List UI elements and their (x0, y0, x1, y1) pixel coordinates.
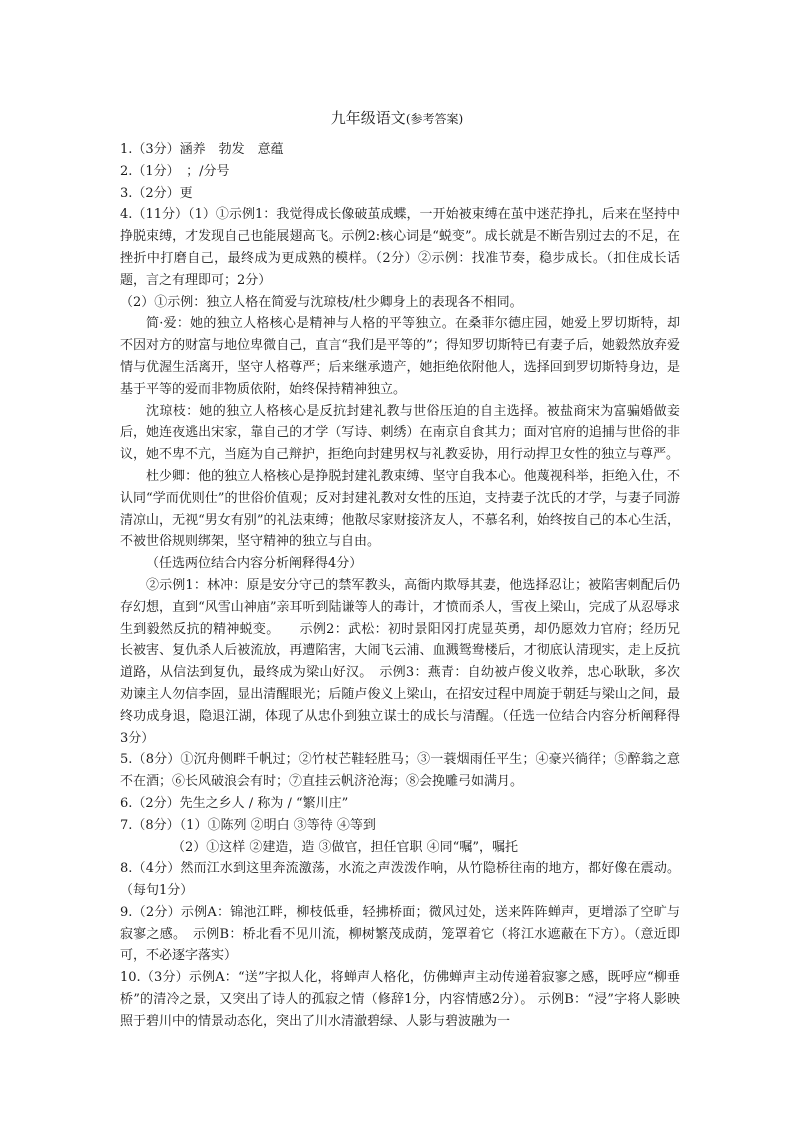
answer-paragraph: 6.（2分）先生之乡人 / 称为 / “繁川庄” (120, 795, 349, 811)
answer-paragraph: 1.（3分）涵养 勃发 意蕴 (120, 142, 284, 157)
answer-paragraph: 7.（8分）（1）①陈列 ②明白 ③等待 ④等到 (120, 817, 376, 833)
answer-paragraph: （2）①这样 ②建造，造 ③做官，担任官职 ④同“嘱”，嘱托 (172, 839, 518, 855)
answer-paragraph: （任选两位结合内容分析阐释得4分） (146, 556, 363, 572)
answer-paragraph: 8.（4分）然而江水到这里奔流激荡，水流之声泼泼作响，从竹隐桥往南的地方，都好像在震动。（每句1分） (120, 861, 680, 899)
answer-body (120, 139, 680, 1033)
title-subtitle: (参考答案) (405, 112, 464, 126)
answer-paragraph: ②示例1：林冲：原是安分守己的禁军教头，高衙内欺辱其妻，他选择忍让；被陷害刺配后仍存幻想，直到“风雪山神庙”亲耳听到陆谦等人的毒计，才愤而杀人，雪夜上梁山，完成了从忍辱求生到毅然反抗的精神蜕变。 示例2：武松：初时景阳冈打虎显英勇，却仍愿效力官府；经历兄长被害、复仇杀人后被流放，再遭陷害，大闹飞云浦、血溅鸳鸯楼后，才彻底认清现实，走上反抗道路，从信法到复仇，最终成为梁山好汉。 示例3：燕青：自幼被卢俊义收养，忠心耿耿，多次劝谏主人勿信李固，显出清醒眼光；后随卢俊义上梁山，在招安过程中周旋于朝廷与梁山之间，最终功成身退，隐退江湖，体现了从忠仆到独立谋士的成长与清醒。（任选一位结合内容分析阐释得3分） (120, 577, 680, 746)
answer-paragraph: （2）①示例：独立人格在简爱与沈琼枝/杜少卿身上的表现各不相同。 (120, 294, 523, 310)
answer-paragraph: 杜少卿：他的独立人格核心是挣脱封建礼教束缚、坚守自我本心。他蔑视科举，拒绝入仕，不认同“学而优则仕”的世俗价值观；反对封建礼教对女性的压迫，支持妻子沈氏的才学，与妻子同游清凉山，无视“男女有别”的礼法束缚；他散尽家财接济友人，不慕名利，始终按自己的本心生活，不被世俗规则绑架，坚守精神的独立与自由。 (120, 468, 680, 550)
answer-paragraph: 5.（8分）①沉舟侧畔千帆过；②竹杖芒鞋轻胜马；③一蓑烟雨任平生；④豪兴徜徉；⑤醉翁之意不在酒；⑥长风破浪会有时；⑦直挂云帆济沧海；⑧会挽雕弓如满月。 (120, 752, 680, 790)
answer-paragraph: 沈琼枝：她的独立人格核心是反抗封建礼教与世俗压迫的自主选择。被盐商宋为富骗婚做妾后，她连夜逃出宋家，靠自己的才学（写诗、刺绣）在南京自食其力；面对官府的追捕与世俗的非议，她不卑不亢，当庭为自己辩护，拒绝向封建男权与礼教妥协，用行动捍卫女性的独立与尊严。 (120, 403, 680, 463)
answer-paragraph: 3.（2分）更 (120, 185, 193, 201)
answer-paragraph: 2.（1分） ；/分号 (120, 163, 230, 179)
answer-paragraph: 9.（2分）示例A：锦池江畔，柳枝低垂，轻拂桥面；微风过处，送来阵阵蝉声，更增添了空旷与寂寥之感。 示例B：桥北看不见川流，柳树繁茂成荫，笼罩着它（将江水遮蔽在下方）。（意近即可，不必逐字落实） (120, 904, 680, 964)
answer-paragraph: 4.（11分）（1）①示例1：我觉得成长像破茧成蝶，一开始被束缚在茧中迷茫挣扎，后来在坚持中挣脱束缚，才发现自己也能展翅高飞。示例2:核心词是“蜕变”。成长就是不断告别过去的不足，在挫折中打磨自己，最终成为更成熟的模样。（2分）②示例：找准节奏，稳步成长。（扣住成长话题，言之有理即可；2分） (120, 207, 680, 288)
answer-paragraph: 10.（3分）示例A：“送”字拟人化，将蝉声人格化，仿佛蝉声主动传递着寂寥之感，既呼应“柳垂桥”的清冷之景，又突出了诗人的孤寂之情（修辞1分，内容情感2分）。 示例B：“浸”字将人影映照于碧川中的情景动态化，突出了川水清澈碧绿、人影与碧波融为一 (120, 970, 680, 1029)
answer-paragraph: 简·爱：她的独立人格核心是精神与人格的平等独立。在桑菲尔德庄园，她爱上罗切斯特，却不因对方的财富与地位卑微自己，直言“我们是平等的”；得知罗切斯特已有妻子后，她毅然放弃爱情与优渥生活离开，坚守人格尊严；后来继承遗产，她拒绝依附他人，选择回到罗切斯特身边，是基于平等的爱而非物质依附，始终保持精神独立。 (120, 316, 680, 397)
page-title (0, 108, 794, 129)
title-text: 九年级语文 (330, 109, 406, 127)
